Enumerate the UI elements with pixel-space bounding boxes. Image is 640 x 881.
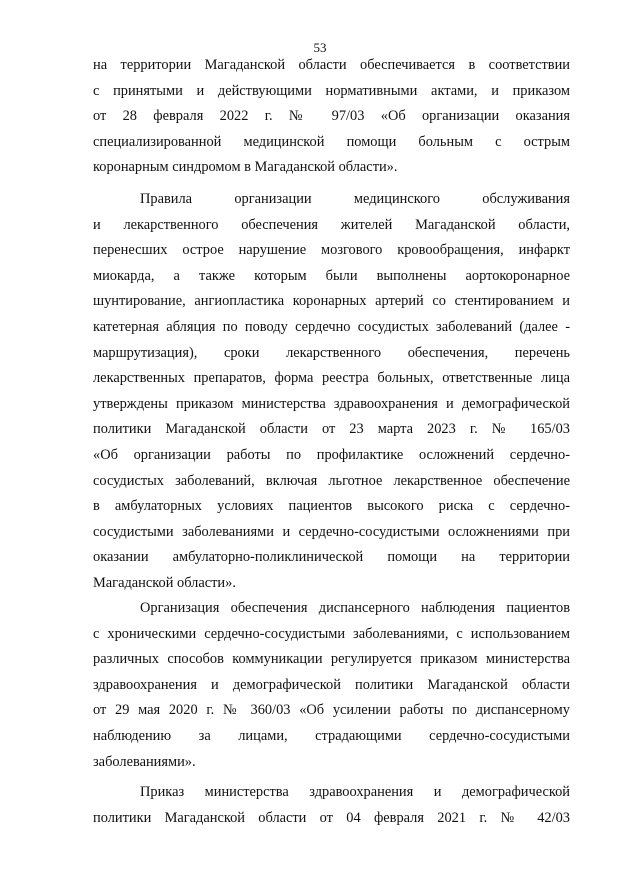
text-line: Организация обеспечения диспансерного наблюдения пациентов bbox=[140, 600, 570, 616]
text-line: на территории Магаданской области обеспечивается в соответствии bbox=[93, 57, 570, 73]
text-line: сосудистых заболеваний, включая льготное лекарственное обеспечение bbox=[93, 472, 570, 489]
paragraph-4 bbox=[93, 780, 570, 831]
text-line: политики Магаданской области от 04 февраля 2021 г. № 42/03 bbox=[93, 809, 570, 826]
text-line: перенесших острое нарушение мозгового кровообращения, инфаркт bbox=[93, 242, 570, 259]
text-line: различных способов коммуникации регулируется приказом министерства bbox=[93, 651, 570, 668]
text-line: с хроническими сердечно-сосудистыми заболеваниями, с использованием bbox=[93, 625, 570, 642]
text-line: наблюдению за лицами, страдающими сердечно-сосудистыми bbox=[93, 727, 570, 744]
text-line: политики Магаданской области от 23 марта 2023 г. № 165/03 bbox=[93, 421, 570, 438]
text-line: утверждены приказом министерства здравоохранения и демографической bbox=[93, 395, 570, 412]
text-line: Приказ министерства здравоохранения и демографической bbox=[140, 784, 570, 800]
text-line: оказании амбулаторно-поликлинической помощи на территории bbox=[93, 549, 570, 566]
text-line: катетерная абляция по поводу сердечно сосудистых заболеваний (далее - bbox=[93, 318, 570, 335]
text-line: и лекарственного обеспечения жителей Магаданской области, bbox=[93, 216, 570, 233]
paragraph-1 bbox=[93, 53, 570, 181]
text-line: «Об организации работы по профилактике осложнений сердечно- bbox=[93, 446, 570, 463]
text-line: заболеваниями». bbox=[93, 753, 196, 770]
text-line: специализированной медицинской помощи больным с острым bbox=[93, 133, 570, 150]
text-line: Магаданской области». bbox=[93, 574, 236, 591]
text-line: в амбулаторных условиях пациентов высокого риска с сердечно- bbox=[93, 498, 570, 515]
text-line: Правила организации медицинского обслуживания bbox=[140, 191, 570, 207]
text-line: миокарда, а также которым были выполнены аортокоронарное bbox=[93, 267, 570, 284]
text-line: с принятыми и действующими нормативными актами, и приказом bbox=[93, 82, 570, 99]
paragraph-3 bbox=[93, 596, 570, 775]
text-line: шунтирование, ангиопластика коронарных артерий со стентированием и bbox=[93, 293, 570, 310]
page-number: 53 bbox=[313, 40, 327, 55]
text-line: лекарственных препаратов, форма реестра больных, ответственные лица bbox=[93, 370, 570, 387]
text-line: здравоохранения и демографической политики Магаданской области bbox=[93, 676, 570, 693]
text-line: сосудистыми заболеваниями и сердечно-сосудистыми осложнениями при bbox=[93, 523, 570, 540]
paragraph-2 bbox=[93, 187, 570, 597]
text-line: от 29 мая 2020 г. № 360/03 «Об усилении работы по диспансерному bbox=[93, 702, 570, 719]
text-line: коронарным синдромом в Магаданской области». bbox=[93, 159, 398, 176]
text-line: маршрутизация), сроки лекарственного обеспечения, перечень bbox=[93, 344, 570, 361]
text-line: от 28 февраля 2022 г. № 97/03 «Об организации оказания bbox=[93, 108, 570, 125]
